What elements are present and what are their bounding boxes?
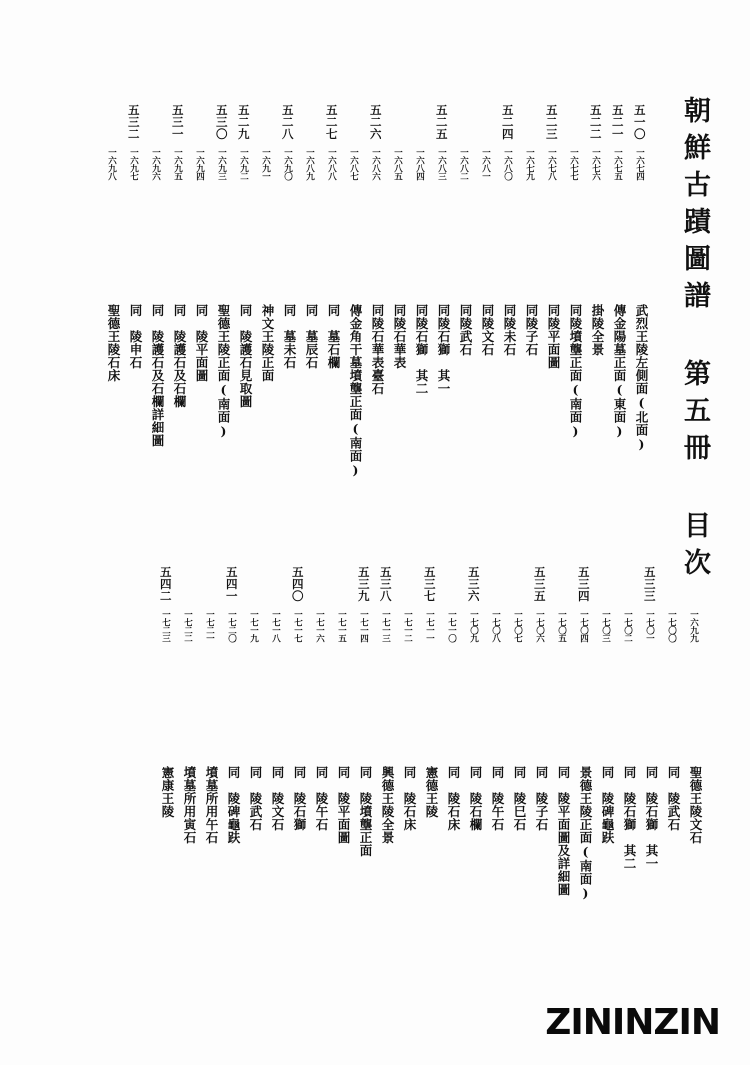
toc-entry[interactable] <box>456 104 478 534</box>
plate-number: 五二二 <box>588 104 603 140</box>
toc-band-bottom <box>42 566 708 996</box>
toc-entry[interactable] <box>510 566 532 996</box>
entry-caption: 同 陵子石 <box>534 766 549 831</box>
toc-entry[interactable] <box>104 104 126 534</box>
entry-caption: 同陵墳壟正面(南面) <box>568 304 583 439</box>
entry-caption: 同 陵午石 <box>314 766 329 831</box>
toc-entry[interactable] <box>202 566 224 996</box>
page-number: 一七〇〇 <box>666 610 677 642</box>
page-number: 一六八六 <box>370 148 381 180</box>
entry-caption: 景德王陵正面(南面) <box>578 766 593 901</box>
page-number: 一七一〇 <box>446 610 457 642</box>
entry-caption: 同 陵碑龜趺 <box>600 766 615 844</box>
toc-entry[interactable] <box>148 104 170 534</box>
page-number: 一七一七 <box>292 610 303 642</box>
page-number: 一七一三 <box>380 610 391 642</box>
page-number: 一七二二 <box>182 610 193 642</box>
page-number: 一七一九 <box>248 610 259 642</box>
page-number: 一六八四 <box>414 148 425 180</box>
page-number: 一六九四 <box>194 148 205 180</box>
toc-entry[interactable] <box>192 104 214 534</box>
entry-caption: 同陵石華表臺石 <box>370 304 385 395</box>
page-number: 一六九〇 <box>282 148 293 180</box>
entry-caption: 神文王陵正面 <box>260 304 275 382</box>
toc-entry[interactable] <box>170 104 192 534</box>
toc-entry[interactable] <box>500 104 522 534</box>
toc-entry[interactable] <box>290 566 312 996</box>
toc-entry[interactable] <box>312 566 334 996</box>
plate-number: 五三五 <box>532 566 547 602</box>
plate-number: 五三七 <box>422 566 437 602</box>
entry-caption: 同 陵石床 <box>446 766 461 831</box>
page-number: 一六九三 <box>216 148 227 180</box>
toc-entry[interactable] <box>126 104 148 534</box>
page-number: 一七一六 <box>314 610 325 642</box>
toc-entry[interactable] <box>400 566 422 996</box>
toc-entry[interactable] <box>522 104 544 534</box>
entry-caption: 傳金角干墓墳壟正面(南面) <box>348 304 363 478</box>
page-title: 朝鮮古蹟圖譜 第五冊 目次 <box>679 96 710 585</box>
toc-entry[interactable] <box>620 566 642 996</box>
entry-caption: 憲康王陵 <box>160 766 175 818</box>
toc-entry[interactable] <box>642 566 664 996</box>
toc-entry[interactable] <box>610 104 632 534</box>
toc-entry[interactable] <box>214 104 236 534</box>
page-number: 一七一五 <box>336 610 347 642</box>
toc-entry[interactable] <box>598 566 620 996</box>
plate-number: 五三三 <box>642 566 657 602</box>
plate-number: 五三四 <box>576 566 591 602</box>
page-number: 一六七九 <box>524 148 535 180</box>
toc-entry[interactable] <box>554 566 576 996</box>
entry-caption: 同 陵平面圖 <box>194 304 209 382</box>
toc-entry[interactable] <box>334 566 356 996</box>
toc-entry[interactable] <box>180 566 202 996</box>
entry-caption: 同 陵石床 <box>402 766 417 831</box>
entry-caption: 墳墓所用寅石 <box>182 766 197 844</box>
entry-caption: 同陵武石 <box>458 304 473 356</box>
page-number: 一七二〇 <box>226 610 237 642</box>
toc-entry[interactable] <box>566 104 588 534</box>
toc-entry[interactable] <box>532 566 554 996</box>
toc-entry[interactable] <box>324 104 346 534</box>
toc-entry[interactable] <box>346 104 368 534</box>
toc-entry[interactable] <box>478 104 500 534</box>
page-number: 一七〇二 <box>622 610 633 642</box>
page-number: 一六八九 <box>304 148 315 180</box>
toc-entry[interactable] <box>258 104 280 534</box>
entry-caption: 同陵石獅 其一 <box>436 304 451 395</box>
plate-number: 五二五 <box>434 104 449 140</box>
entry-caption: 同陵未石 <box>502 304 517 356</box>
page-number: 一七〇四 <box>578 610 589 642</box>
plate-number: 五二一 <box>610 104 625 140</box>
page-number: 一六九二 <box>238 148 249 180</box>
page-number: 一六八二 <box>458 148 469 180</box>
toc-entry[interactable] <box>390 104 412 534</box>
entry-caption: 同 陵石獅 <box>292 766 307 831</box>
entry-caption: 墳墓所用午石 <box>204 766 219 844</box>
toc-entry[interactable] <box>488 566 510 996</box>
entry-caption: 同 墓石欄 <box>326 304 341 369</box>
page-number: 一六九七 <box>128 148 139 180</box>
entry-caption: 同 陵文石 <box>270 766 285 831</box>
page-number: 一七〇八 <box>490 610 501 642</box>
entry-caption: 同 陵武石 <box>666 766 681 831</box>
page-number: 一六七六 <box>590 148 601 180</box>
entry-caption: 同 墓未石 <box>282 304 297 369</box>
toc-entry[interactable] <box>434 104 456 534</box>
page-number: 一七一二 <box>402 610 413 642</box>
toc-entry[interactable] <box>588 104 610 534</box>
plate-number: 五三〇 <box>214 104 229 140</box>
plate-number: 五三六 <box>466 566 481 602</box>
page-number: 一六七五 <box>612 148 623 180</box>
entry-caption: 同 陵石獅 其二 <box>622 766 637 870</box>
toc-entry[interactable] <box>268 566 290 996</box>
toc-band-top <box>42 104 654 534</box>
toc-entry[interactable] <box>236 104 258 534</box>
plate-number: 五三九 <box>356 566 371 602</box>
page-number: 一六八〇 <box>502 148 513 180</box>
plate-number: 五三八 <box>378 566 393 602</box>
toc-entry[interactable] <box>664 566 686 996</box>
entry-caption: 興德王陵全景 <box>380 766 395 844</box>
plate-number: 五四〇 <box>290 566 305 602</box>
watermark-zininzin: ZININZIN <box>545 1002 720 1043</box>
entry-caption: 同 陵午石 <box>490 766 505 831</box>
page-number: 一六八七 <box>348 148 359 180</box>
plate-number: 五四二 <box>158 566 173 602</box>
page-number: 一七〇三 <box>600 610 611 642</box>
entry-caption: 同陵子石 <box>524 304 539 356</box>
toc-entry[interactable] <box>378 566 400 996</box>
page-number: 一七〇七 <box>512 610 523 642</box>
page-number: 一七一八 <box>270 610 281 642</box>
entry-caption: 同陵石獅 其二 <box>414 304 429 395</box>
toc-entry[interactable] <box>686 566 708 996</box>
plate-number: 五二九 <box>236 104 251 140</box>
toc-entry[interactable] <box>412 104 434 534</box>
toc-entry[interactable] <box>422 566 444 996</box>
toc-entry[interactable] <box>368 104 390 534</box>
entry-caption: 憲德王陵 <box>424 766 439 818</box>
entry-caption: 同 陵平面圖 <box>336 766 351 844</box>
page-number: 一七〇一 <box>644 610 655 642</box>
plate-number: 五二八 <box>280 104 295 140</box>
entry-caption: 同 陵申石 <box>128 304 143 369</box>
page-number: 一六八一 <box>480 148 491 180</box>
entry-caption: 同 陵巳石 <box>512 766 527 831</box>
entry-caption: 同 陵石獅 其一 <box>644 766 659 870</box>
entry-caption: 聖德王陵正面(南面) <box>216 304 231 439</box>
page-number: 一六九八 <box>106 148 117 180</box>
entry-caption: 同 陵護石及石欄詳細圖 <box>150 304 165 447</box>
page-number: 一七一四 <box>358 610 369 642</box>
toc-entry[interactable] <box>246 566 268 996</box>
plate-number: 五三一 <box>170 104 185 140</box>
entry-caption: 傳金陽墓正面(東面) <box>612 304 627 439</box>
page-number: 一七二三 <box>160 610 171 642</box>
toc-entry[interactable] <box>466 566 488 996</box>
entry-caption: 同 陵武石 <box>248 766 263 831</box>
page-number: 一六九五 <box>172 148 183 180</box>
page-number: 一七一一 <box>424 610 435 642</box>
toc-entry[interactable] <box>356 566 378 996</box>
entry-caption: 掛陵全景 <box>590 304 605 356</box>
toc-entry[interactable] <box>576 566 598 996</box>
entry-caption: 同陵石華表 <box>392 304 407 369</box>
toc-entry[interactable] <box>158 566 180 996</box>
toc-entry[interactable] <box>444 566 466 996</box>
entry-caption: 同 陵護石及石欄 <box>172 304 187 408</box>
page-number: 一六七四 <box>634 148 645 180</box>
entry-caption: 聖德王陵文石 <box>688 766 703 844</box>
plate-number: 五一〇 <box>632 104 647 140</box>
page-number: 一六八三 <box>436 148 447 180</box>
page-number: 一六七八 <box>546 148 557 180</box>
toc-entry[interactable] <box>632 104 654 534</box>
page-number: 一六七七 <box>568 148 579 180</box>
toc-entry[interactable] <box>302 104 324 534</box>
toc-entry[interactable] <box>544 104 566 534</box>
plate-number: 五四一 <box>224 566 239 602</box>
entry-caption: 武烈王陵左側面(北面) <box>634 304 649 452</box>
entry-caption: 同 陵平面圖及詳細圖 <box>556 766 571 896</box>
page-number: 一六九九 <box>688 610 699 642</box>
page-number: 一七〇九 <box>468 610 479 642</box>
entry-caption: 同 陵護石見取圖 <box>238 304 253 408</box>
entry-caption: 同陵平面圖 <box>546 304 561 369</box>
entry-caption: 同 墓辰石 <box>304 304 319 369</box>
toc-entry[interactable] <box>224 566 246 996</box>
plate-number: 五二七 <box>324 104 339 140</box>
page-number: 一六八五 <box>392 148 403 180</box>
page-number: 一七〇六 <box>534 610 545 642</box>
plate-number: 五二六 <box>368 104 383 140</box>
page-number: 一七二一 <box>204 610 215 642</box>
plate-number: 五二四 <box>500 104 515 140</box>
page-number: 一六八八 <box>326 148 337 180</box>
page-number: 一七〇五 <box>556 610 567 642</box>
entry-caption: 同 陵墳壟正面 <box>358 766 373 857</box>
entry-caption: 聖德王陵石床 <box>106 304 121 382</box>
entry-caption: 同 陵碑龜趺 <box>226 766 241 844</box>
page-number: 一六九一 <box>260 148 271 180</box>
plate-number: 五二三 <box>544 104 559 140</box>
plate-number: 五三二 <box>126 104 141 140</box>
entry-caption: 同陵文石 <box>480 304 495 356</box>
toc-entry[interactable] <box>280 104 302 534</box>
page-number: 一六九六 <box>150 148 161 180</box>
entry-caption: 同 陵石欄 <box>468 766 483 831</box>
